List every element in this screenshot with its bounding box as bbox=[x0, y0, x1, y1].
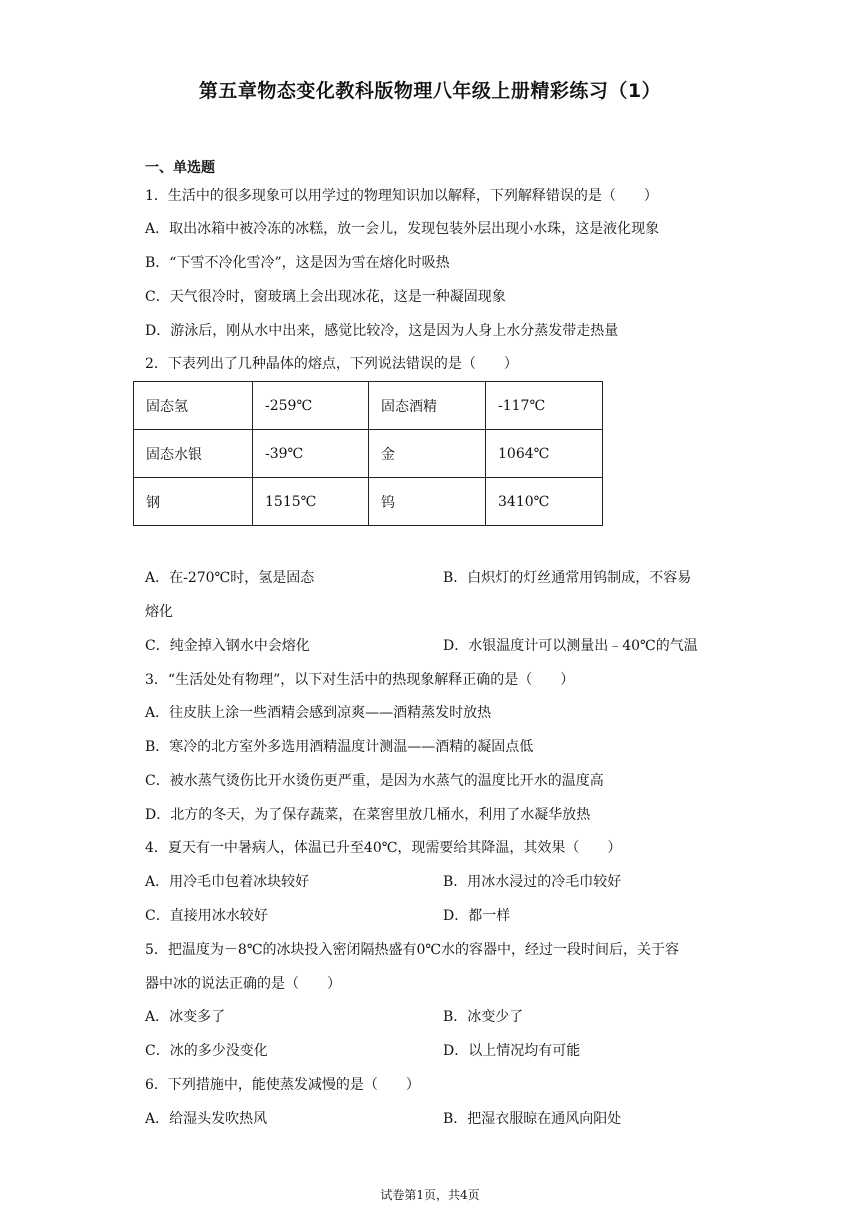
question-5-stem-continued: 器中冰的说法正确的是（ ） bbox=[145, 976, 341, 992]
question-5-option-b: B．冰变少了 bbox=[443, 1009, 524, 1025]
table-cell: 固态氢 bbox=[134, 382, 253, 430]
question-1-option-b: B．“下雪不冷化雪冷”，这是因为雪在熔化时吸热 bbox=[145, 255, 450, 271]
question-2-option-a: A．在-270℃时，氢是固态 bbox=[145, 570, 315, 586]
table-cell: 1515℃ bbox=[253, 478, 369, 526]
question-4-option-c: C．直接用冰水较好 bbox=[145, 908, 268, 924]
question-3-option-a: A．往皮肤上涂一些酒精会感到凉爽——酒精蒸发时放热 bbox=[145, 705, 492, 721]
question-2-option-b-continued: 熔化 bbox=[145, 604, 173, 620]
question-2-option-c: C．纯金掉入钢水中会熔化 bbox=[145, 638, 310, 654]
table-cell: -39℃ bbox=[253, 430, 369, 478]
question-2-stem: 2．下表列出了几种晶体的熔点，下列说法错误的是（ ） bbox=[145, 356, 518, 372]
melting-point-table bbox=[133, 381, 603, 526]
page-title: 第五章物态变化教科版物理八年级上册精彩练习（1） bbox=[198, 80, 662, 102]
question-3-option-b: B．寒冷的北方室外多选用酒精温度计测温——酒精的凝固点低 bbox=[145, 739, 534, 755]
table-cell: -259℃ bbox=[253, 382, 369, 430]
question-4-option-b: B．用冰水浸过的冷毛巾较好 bbox=[443, 874, 622, 890]
table-cell: -117℃ bbox=[486, 382, 603, 430]
question-5-stem: 5．把温度为－8℃的冰块投入密闭隔热盛有0℃水的容器中，经过一段时间后，关于容 bbox=[145, 942, 680, 958]
table-cell: 金 bbox=[369, 430, 486, 478]
question-4-option-a: A．用冷毛巾包着冰块较好 bbox=[145, 874, 310, 890]
table-cell: 1064℃ bbox=[486, 430, 603, 478]
table-cell: 固态水银 bbox=[134, 430, 253, 478]
question-3-stem: 3．“生活处处有物理”，以下对生活中的热现象解释正确的是（ ） bbox=[145, 672, 575, 688]
question-2-option-b: B．白炽灯的灯丝通常用钨制成，不容易 bbox=[443, 570, 692, 586]
question-5-option-a: A．冰变多了 bbox=[145, 1009, 226, 1025]
question-3-option-d: D．北方的冬天，为了保存蔬菜，在菜窖里放几桶水，利用了水凝华放热 bbox=[145, 807, 591, 823]
question-5-option-d: D．以上情况均有可能 bbox=[443, 1043, 581, 1059]
question-2-option-d: D．水银温度计可以测量出﹣40℃的气温 bbox=[443, 638, 698, 654]
question-6-option-b: B．把湿衣服晾在通风向阳处 bbox=[443, 1111, 622, 1127]
page-footer: 试卷第1页，共4页 bbox=[380, 1188, 480, 1202]
question-1-stem: 1．生活中的很多现象可以用学过的物理知识加以解释，下列解释错误的是（ ） bbox=[145, 188, 658, 204]
question-6-stem: 6．下列措施中，能使蒸发减慢的是（ ） bbox=[145, 1077, 420, 1093]
question-1-option-c: C．天气很冷时，窗玻璃上会出现冰花，这是一种凝固现象 bbox=[145, 289, 506, 305]
section-heading: 一、单选题 bbox=[145, 160, 215, 176]
question-4-stem: 4．夏天有一中暑病人，体温已升至40℃，现需要给其降温，其效果（ ） bbox=[145, 840, 622, 856]
table-cell: 固态酒精 bbox=[369, 382, 486, 430]
table-cell: 钨 bbox=[369, 478, 486, 526]
table-cell: 3410℃ bbox=[486, 478, 603, 526]
table-cell: 钢 bbox=[134, 478, 253, 526]
question-4-option-d: D．都一样 bbox=[443, 908, 511, 924]
table-row bbox=[134, 478, 603, 526]
question-3-option-c: C．被水蒸气烫伤比开水烫伤更严重，是因为水蒸气的温度比开水的温度高 bbox=[145, 773, 604, 789]
question-1-option-d: D．游泳后，刚从水中出来，感觉比较冷，这是因为人身上水分蒸发带走热量 bbox=[145, 323, 619, 339]
table-row bbox=[134, 382, 603, 430]
table-row bbox=[134, 430, 603, 478]
question-1-option-a: A．取出冰箱中被冷冻的冰糕，放一会儿，发现包装外层出现小水珠，这是液化现象 bbox=[145, 221, 660, 237]
question-6-option-a: A．给湿头发吹热风 bbox=[145, 1111, 268, 1127]
question-5-option-c: C．冰的多少没变化 bbox=[145, 1043, 268, 1059]
